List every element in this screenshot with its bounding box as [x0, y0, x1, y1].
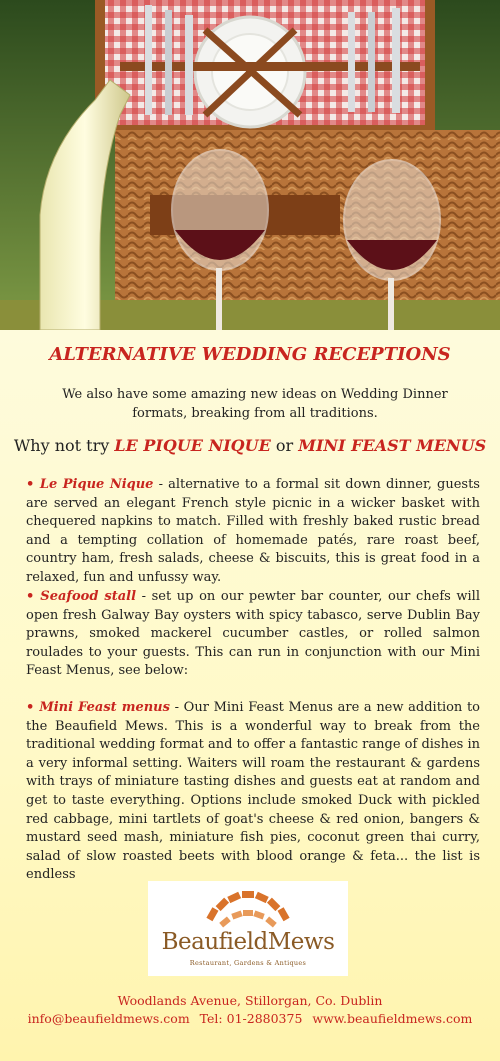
- section-body: - set up on our pewter bar counter, our chefs will open fresh Galway Bay oysters with spicy tabasco, serve Dublin Bay prawns, smoked mackerel cucumber castles, or rolled salmon roulades to your guests. This can run in conjunction with our Mini Feast Menus, see below:: [26, 589, 480, 679]
- footer-email[interactable]: info@beaufieldmews.com: [27, 1011, 190, 1026]
- section-le-pique-nique: [26, 476, 480, 588]
- option-le-pique-nique: LE PIQUE NIQUE: [114, 436, 271, 455]
- section-seafood-stall: [26, 588, 480, 681]
- beaufield-mews-logo: [148, 881, 348, 976]
- footer-website[interactable]: www.beaufieldmews.com: [312, 1011, 473, 1026]
- footer-contact: [0, 1011, 500, 1026]
- intro-text: We also have some amazing new ideas on Wedding Dinner formats, breaking from all traditions.: [62, 387, 448, 421]
- section-lead: • Le Pique Nique: [26, 477, 154, 492]
- why-not-line: [0, 436, 500, 455]
- footer-address: Woodlands Avenue, Stillorgan, Co. Dublin: [117, 993, 383, 1008]
- logo-wordmark: BeaufieldMews: [161, 929, 335, 955]
- page-title: ALTERNATIVE WEDDING RECEPTIONS: [49, 344, 451, 365]
- section-mini-feast-menus: [26, 699, 480, 885]
- hero-picnic-photo: [0, 0, 500, 330]
- section-lead: • Mini Feast menus: [26, 700, 170, 715]
- brick-arch-icon: [148, 881, 348, 931]
- picnic-illustration: [0, 0, 500, 330]
- logo-tagline: Restaurant, Gardens & Antiques: [189, 959, 307, 967]
- section-body: - Our Mini Feast Menus are a new addition to the Beaufield Mews. This is a wonderful way to break from the traditional wedding format and to offer a fantastic range of dishes in a very informal setting. Waiters will roam the restaurant & gardens with trays of miniature tasting dishes and guests eat at random and get to taste everything. Options include smoked Duck with pickled red cabbage, mini tartlets of goat's cheese & red onion, bangers & mustard seed mash, miniature fish pies, coconut green thai curry, salad of slow roasted beets with blood orange & feta... the list is endless: [26, 700, 480, 883]
- why-not-joiner: or: [275, 436, 294, 455]
- why-not-prefix: Why not try: [13, 436, 110, 455]
- section-body: - alternative to a formal sit down dinner, guests are served an elegant French style picnic in a wicker basket with chequered napkins to match. Filled with freshly baked rustic bread and a tempting collation of homemade patés, rare roast beef, country ham, fresh salads, cheese & biscuits, this is great food in a relaxed, fun and unfussy way.: [26, 477, 480, 585]
- option-mini-feast-menus: MINI FEAST MENUS: [298, 436, 487, 455]
- footer-tel: Tel: 01-2880375: [199, 1011, 303, 1026]
- section-lead: • Seafood stall: [26, 589, 137, 604]
